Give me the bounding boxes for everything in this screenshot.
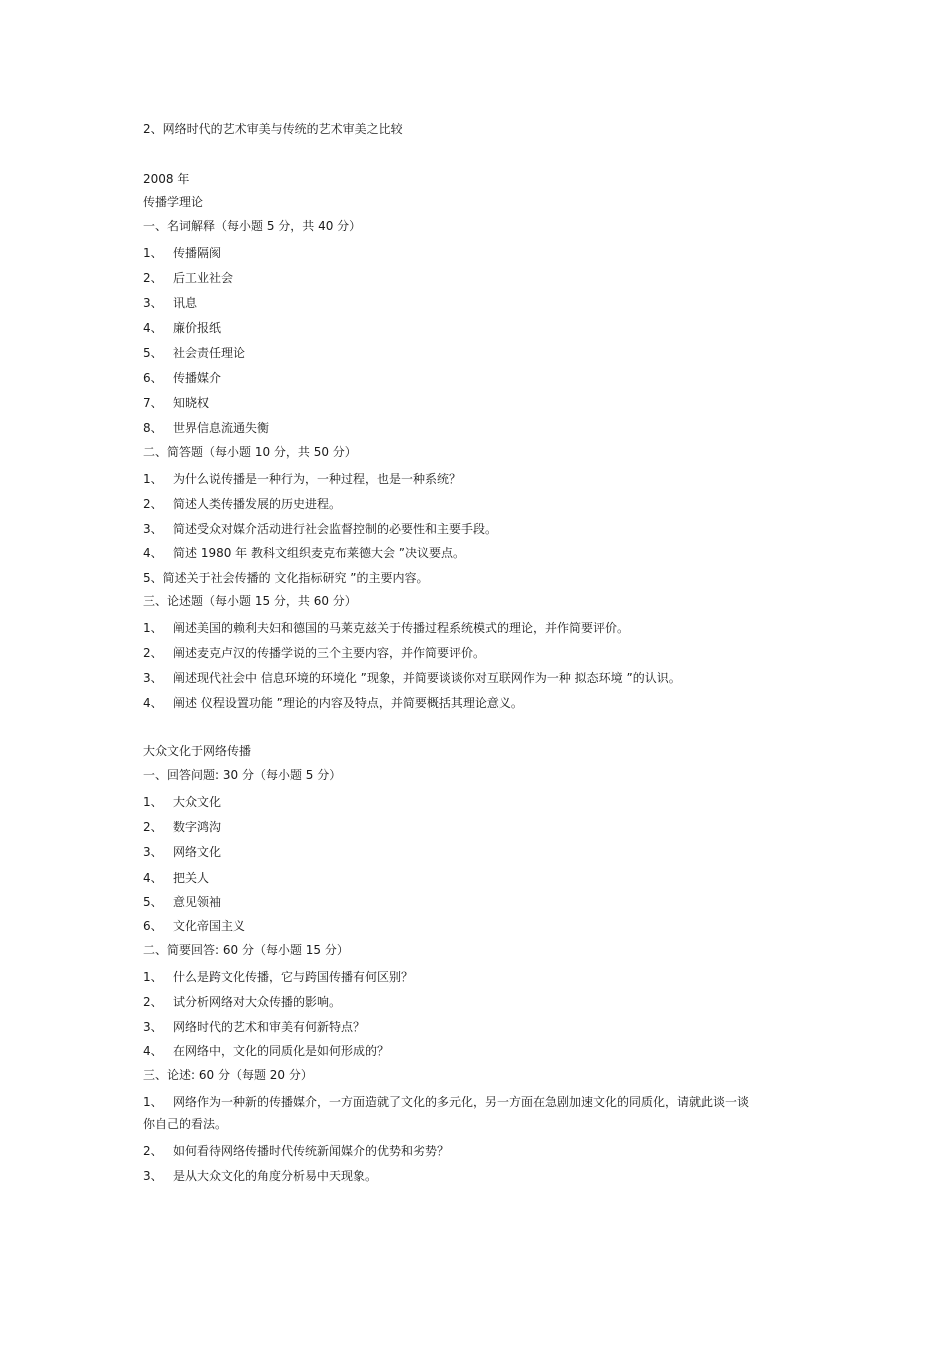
list-item: 1、 为什么说传播是一种行为，一种过程，也是一种系统？	[143, 472, 462, 486]
list-item: 4、 把关人	[143, 871, 210, 885]
exam1-sec2-heading: 二、简答题（每小题 10 分，共 50 分）	[143, 445, 357, 459]
exam1-sec3-heading: 三、论述题（每小题 15 分，共 60 分）	[143, 594, 357, 608]
list-item: 5、 意见领袖	[143, 895, 222, 909]
list-item: 2、 试分析网络对大众传播的影响。	[143, 995, 342, 1009]
year-heading: 2008 年	[143, 172, 190, 186]
list-item: 2、 后工业社会	[143, 271, 234, 285]
exam2-title: 大众文化于网络传播	[143, 744, 252, 758]
exam1-sec1-heading: 一、名词解释（每小题 5 分，共 40 分）	[143, 219, 362, 233]
list-item: 3、 阐述现代社会中 信息环境的环境化 ”现象，并简要谈谈你对互联网作为一种 拟态环境 ”的认识。	[143, 671, 681, 685]
list-item: 1、 传播隔阂	[143, 246, 222, 260]
list-item: 4、 在网络中，文化的同质化是如何形成的？	[143, 1044, 390, 1058]
exam2-sec2-heading: 二、简要回答: 60 分（每小题 15 分）	[143, 943, 349, 957]
exam1-title: 传播学理论	[143, 195, 204, 209]
list-item: 2、 如何看待网络传播时代传统新闻媒介的优势和劣势？	[143, 1144, 450, 1158]
list-item: 4、 廉价报纸	[143, 321, 222, 335]
list-item: 5、简述关于社会传播的 文化指标研究 ”的主要内容。	[143, 571, 429, 585]
list-item: 6、 传播媒介	[143, 371, 222, 385]
list-item: 1、 阐述美国的赖利夫妇和德国的马莱克兹关于传播过程系统模式的理论，并作简要评价。	[143, 621, 630, 635]
list-item: 1、 大众文化	[143, 795, 222, 809]
list-item: 2、 简述人类传播发展的历史进程。	[143, 497, 342, 511]
list-item: 6、 文化帝国主义	[143, 919, 246, 933]
list-item: 1、 什么是跨文化传播，它与跨国传播有何区别？	[143, 970, 414, 984]
list-item: 3、 网络时代的艺术和审美有何新特点？	[143, 1020, 366, 1034]
list-item: 7、 知晓权	[143, 396, 210, 410]
list-item: 2、 数字鸿沟	[143, 820, 222, 834]
intro-line: 2、网络时代的艺术审美与传统的艺术审美之比较	[143, 122, 403, 136]
list-item: 4、 阐述 仪程设置功能 ”理论的内容及特点，并简要概括其理论意义。	[143, 696, 523, 710]
exam2-sec3-heading: 三、论述: 60 分（每题 20 分）	[143, 1068, 313, 1082]
list-item: 3、 讯息	[143, 296, 198, 310]
exam2-sec1-heading: 一、回答问题: 30 分（每小题 5 分）	[143, 768, 342, 782]
list-item: 3、 简述受众对媒介活动进行社会监督控制的必要性和主要手段。	[143, 522, 498, 536]
list-item: 3、 网络文化	[143, 845, 222, 859]
list-item: 1、 网络作为一种新的传播媒介，一方面造就了文化的多元化，另一方面在急剧加速文化的同质化，请就此谈一谈你自己的看法。	[143, 1095, 750, 1131]
list-item: 4、 简述 1980 年 教科文组织麦克布莱德大会 ”决议要点。	[143, 546, 466, 560]
list-item: 5、 社会责任理论	[143, 346, 246, 360]
list-item: 3、 是从大众文化的角度分析易中天现象。	[143, 1169, 378, 1183]
list-item: 2、 阐述麦克卢汉的传播学说的三个主要内容，并作简要评价。	[143, 646, 486, 660]
list-item: 8、 世界信息流通失衡	[143, 421, 270, 435]
